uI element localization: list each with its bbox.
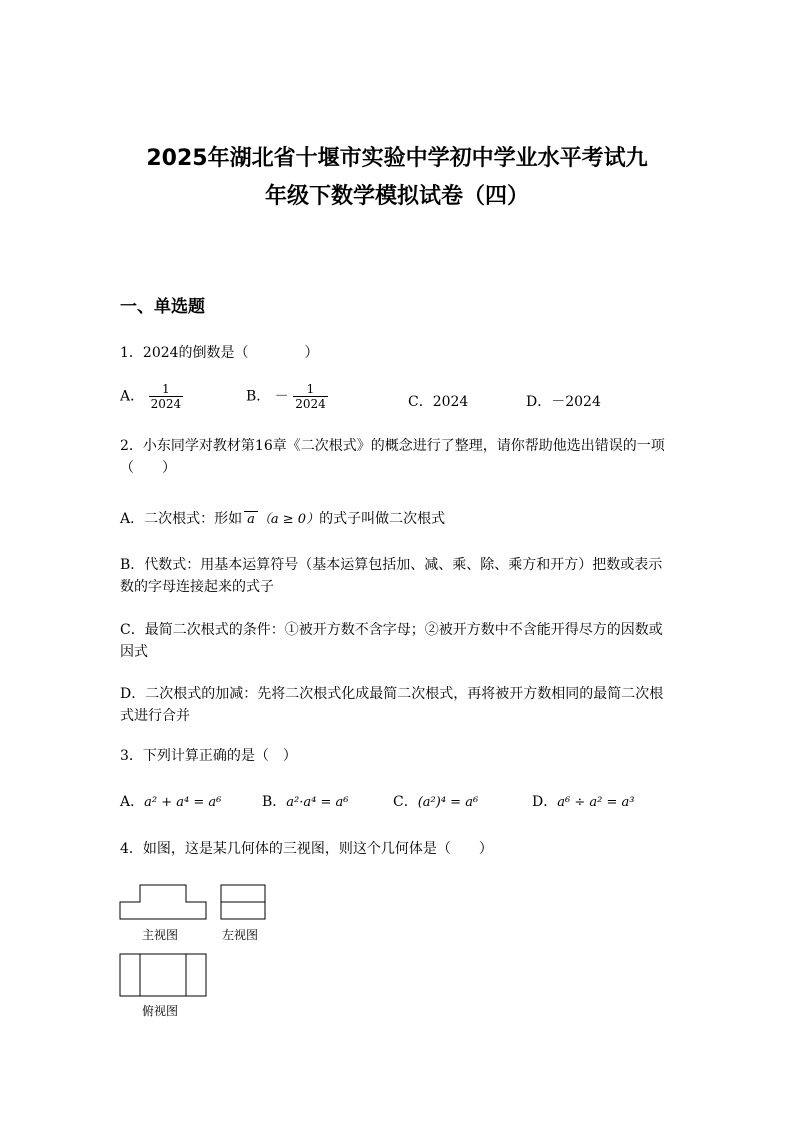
q1-b-fraction xyxy=(293,382,328,411)
left-view-figure xyxy=(219,883,267,921)
square-root-icon: a xyxy=(244,511,258,527)
q2-stem: 2．小东同学对教材第16章《二次根式》的概念进行了整理，请你帮助他选出错误的一项（ ） xyxy=(120,438,665,476)
q3-stem: 3．下列计算正确的是（ ） xyxy=(120,748,297,764)
q1-option-d: D．－2024 xyxy=(526,394,601,410)
q1-stem: 1．2024的倒数是（ ） xyxy=(120,345,319,361)
q2-a-prefix: A．二次根式：形如 xyxy=(120,511,243,527)
q1-b-sign: － xyxy=(274,388,289,405)
q4-stem: 4．如图，这是某几何体的三视图，则这个几何体是（ ） xyxy=(120,841,493,857)
q1-a-fraction xyxy=(149,382,184,411)
q2-option-c: C．最简二次根式的条件：①被开方数不含字母；②被开方数中不含能开得尽方的因数或因式 xyxy=(120,622,663,660)
q3-c-expression: (a²)⁴ = a⁶ xyxy=(417,795,479,810)
q1-a-numerator: 1 xyxy=(149,382,184,397)
section-heading: 一、单选题 xyxy=(120,297,205,317)
q1-option-b xyxy=(246,382,328,411)
q1-option-c: C．2024 xyxy=(408,394,469,410)
q1-b-numerator: 1 xyxy=(293,382,328,397)
q1-b-label: B． xyxy=(246,388,271,405)
front-view-caption: 主视图 xyxy=(142,928,179,942)
left-view-caption: 左视图 xyxy=(222,928,259,942)
q3-option-b: B．a²·a⁴ = a⁶ xyxy=(262,794,349,810)
q3-b-expression: a²·a⁴ = a⁶ xyxy=(286,795,349,810)
exam-title-line1: 2025年湖北省十堰市实验中学初中学业水平考试九 xyxy=(146,146,648,171)
q2-option-d: D．二次根式的加减：先将二次根式化成最简二次根式，再将被开方数相同的最简二次根式进行合并 xyxy=(120,686,664,724)
q3-a-expression: a² + a⁴ = a⁶ xyxy=(144,795,222,810)
exam-title-line2: 年级下数学模拟试卷（四） xyxy=(264,184,529,209)
q3-option-d: D．a⁶ ÷ a² = a³ xyxy=(532,794,635,810)
q1-b-denominator: 2024 xyxy=(295,397,326,411)
q1-a-denominator: 2024 xyxy=(150,397,182,411)
q3-option-a: A．a² + a⁴ = a⁶ xyxy=(120,794,222,810)
q2-a-suffix: 的式子叫做二次根式 xyxy=(319,511,446,527)
front-view-figure xyxy=(118,882,208,922)
top-view-caption: 俯视图 xyxy=(142,1004,179,1018)
q3-d-expression: a⁶ ÷ a² = a³ xyxy=(557,795,635,810)
q3-option-c: C．(a²)⁴ = a⁶ xyxy=(393,794,479,810)
q1-a-label: A． xyxy=(120,388,145,405)
top-view-figure xyxy=(118,952,208,998)
q2-a-condition: （a ≥ 0） xyxy=(257,512,320,527)
q1-option-a xyxy=(120,382,183,411)
q2-option-a xyxy=(120,508,445,528)
q2-option-b: B．代数式：用基本运算符号（基本运算包括加、减、乘、除、乘方和开方）把数或表示数的字母连接起来的式子 xyxy=(120,557,663,595)
